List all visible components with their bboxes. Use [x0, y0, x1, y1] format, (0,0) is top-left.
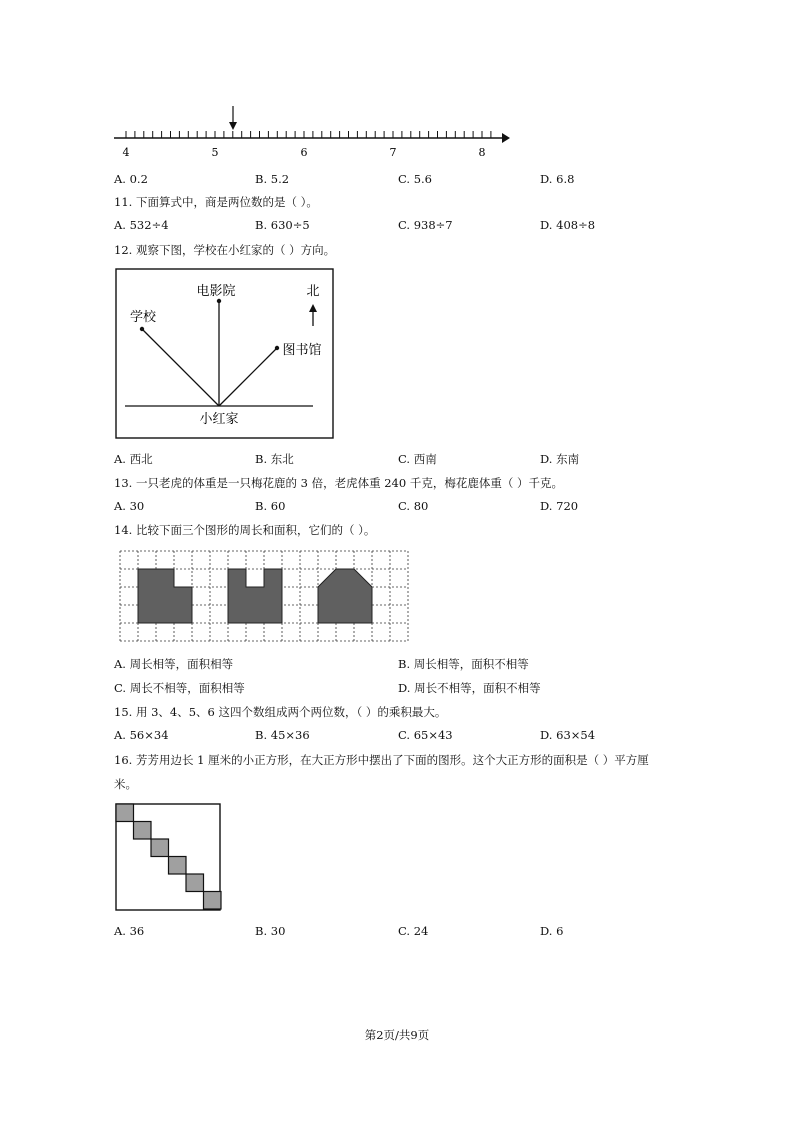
q10-option-a[interactable]: A. 0.2 [114, 172, 148, 186]
q11-option-b[interactable]: B. 630÷5 [255, 218, 310, 232]
number-line-arrowhead [502, 133, 510, 143]
school-dot [140, 327, 144, 331]
q14-text: 比较下面三个图形的周长和面积，它们的（ ）。 [135, 523, 376, 537]
q11-number: 11. [114, 195, 133, 209]
q16-number: 16. [114, 753, 133, 767]
north-arrow-icon [309, 304, 317, 312]
tick-label-8: 8 [478, 146, 486, 159]
small-square [151, 839, 169, 857]
number-line-ticks [126, 131, 491, 138]
q14-number: 14. [114, 523, 133, 537]
shapes-grid-figure [118, 549, 412, 643]
shape-2-u-shape [228, 569, 282, 623]
diagonal-small-squares [116, 804, 221, 909]
north-label: 北 [306, 284, 320, 299]
q11-option-c[interactable]: C. 938÷7 [398, 218, 453, 232]
q14-option-c[interactable]: C. 周长不相等，面积相等 [114, 681, 245, 695]
q15-option-a[interactable]: A. 56×34 [114, 728, 169, 742]
q15-option-b[interactable]: B. 45×36 [255, 728, 310, 742]
q16-option-b[interactable]: B. 30 [255, 924, 286, 938]
q10-option-d[interactable]: D. 6.8 [540, 172, 575, 186]
cinema-dot [217, 299, 221, 303]
small-square [204, 892, 222, 910]
school-label: 学校 [129, 310, 157, 325]
q13-option-b[interactable]: B. 60 [255, 499, 286, 513]
cinema-label: 电影院 [196, 284, 236, 299]
direction-map-figure [115, 268, 335, 440]
small-square [186, 874, 204, 892]
q11-option-a[interactable]: A. 532÷4 [114, 218, 169, 232]
q13-option-a[interactable]: A. 30 [114, 499, 145, 513]
q10-option-c[interactable]: C. 5.6 [398, 172, 432, 186]
q12-stem [114, 242, 335, 258]
q11-stem [114, 194, 318, 210]
q16-option-d[interactable]: D. 6 [540, 924, 564, 938]
q10-option-b[interactable]: B. 5.2 [255, 172, 290, 186]
q14-stem [114, 522, 375, 538]
q13-option-d[interactable]: D. 720 [540, 499, 579, 513]
q15-number: 15. [114, 705, 133, 719]
line-to-school [142, 329, 219, 406]
tick-label-7: 7 [389, 146, 397, 159]
library-dot [275, 346, 279, 350]
q13-text: 一只老虎的体重是一只梅花鹿的 3 倍，老虎体重 240 千克，梅花鹿体重（ ）千克。 [135, 476, 563, 490]
small-square [169, 857, 187, 875]
tick-label-5: 5 [211, 146, 219, 159]
q14-option-b[interactable]: B. 周长相等，面积不相等 [398, 657, 529, 671]
small-square [134, 822, 152, 840]
q12-option-d[interactable]: D. 东南 [540, 452, 580, 466]
q15-option-d[interactable]: D. 63×54 [540, 728, 596, 742]
line-to-library [219, 348, 277, 406]
q12-option-a[interactable]: A. 西北 [114, 452, 153, 466]
q13-option-c[interactable]: C. 80 [398, 499, 429, 513]
small-square [116, 804, 134, 822]
q15-text: 用 3、4、5、6 这四个数组成两个两位数，（ ）的乘积最大。 [135, 705, 447, 719]
q16-option-a[interactable]: A. 36 [114, 924, 145, 938]
q11-text: 下面算式中，商是两位数的是（ ）。 [135, 195, 318, 209]
tick-label-4: 4 [122, 146, 130, 159]
page-footer: 第2页/共9页 [364, 1028, 430, 1042]
q13-number: 13. [114, 476, 133, 490]
number-line-figure [110, 100, 520, 162]
q13-stem [114, 475, 563, 491]
tick-label-6: 6 [300, 146, 308, 159]
q16-stem [114, 752, 649, 768]
shape-3-house-shape [318, 569, 372, 623]
q16-option-c[interactable]: C. 24 [398, 924, 429, 938]
q11-option-d[interactable]: D. 408÷8 [540, 218, 596, 232]
home-label: 小红家 [199, 412, 239, 427]
q12-option-c[interactable]: C. 西南 [398, 452, 437, 466]
q12-text: 观察下图，学校在小红家的（ ）方向。 [135, 243, 336, 257]
q12-number: 12. [114, 243, 133, 257]
q16-text: 芳芳用边长 1 厘米的小正方形，在大正方形中摆出了下面的图形。这个大正方形的面积是（ ）平方厘 [135, 753, 649, 767]
shape-1-l-shape [138, 569, 192, 623]
library-label: 图书馆 [282, 343, 322, 358]
q14-option-d[interactable]: D. 周长不相等，面积不相等 [398, 681, 541, 695]
q12-option-b[interactable]: B. 东北 [255, 452, 294, 466]
q16-stem-line2: 米。 [114, 777, 137, 791]
square-diagonal-figure [114, 802, 222, 912]
pointer-arrow-head [229, 122, 237, 130]
q15-stem [114, 704, 446, 720]
q15-option-c[interactable]: C. 65×43 [398, 728, 453, 742]
q14-option-a[interactable]: A. 周长相等，面积相等 [114, 657, 234, 671]
